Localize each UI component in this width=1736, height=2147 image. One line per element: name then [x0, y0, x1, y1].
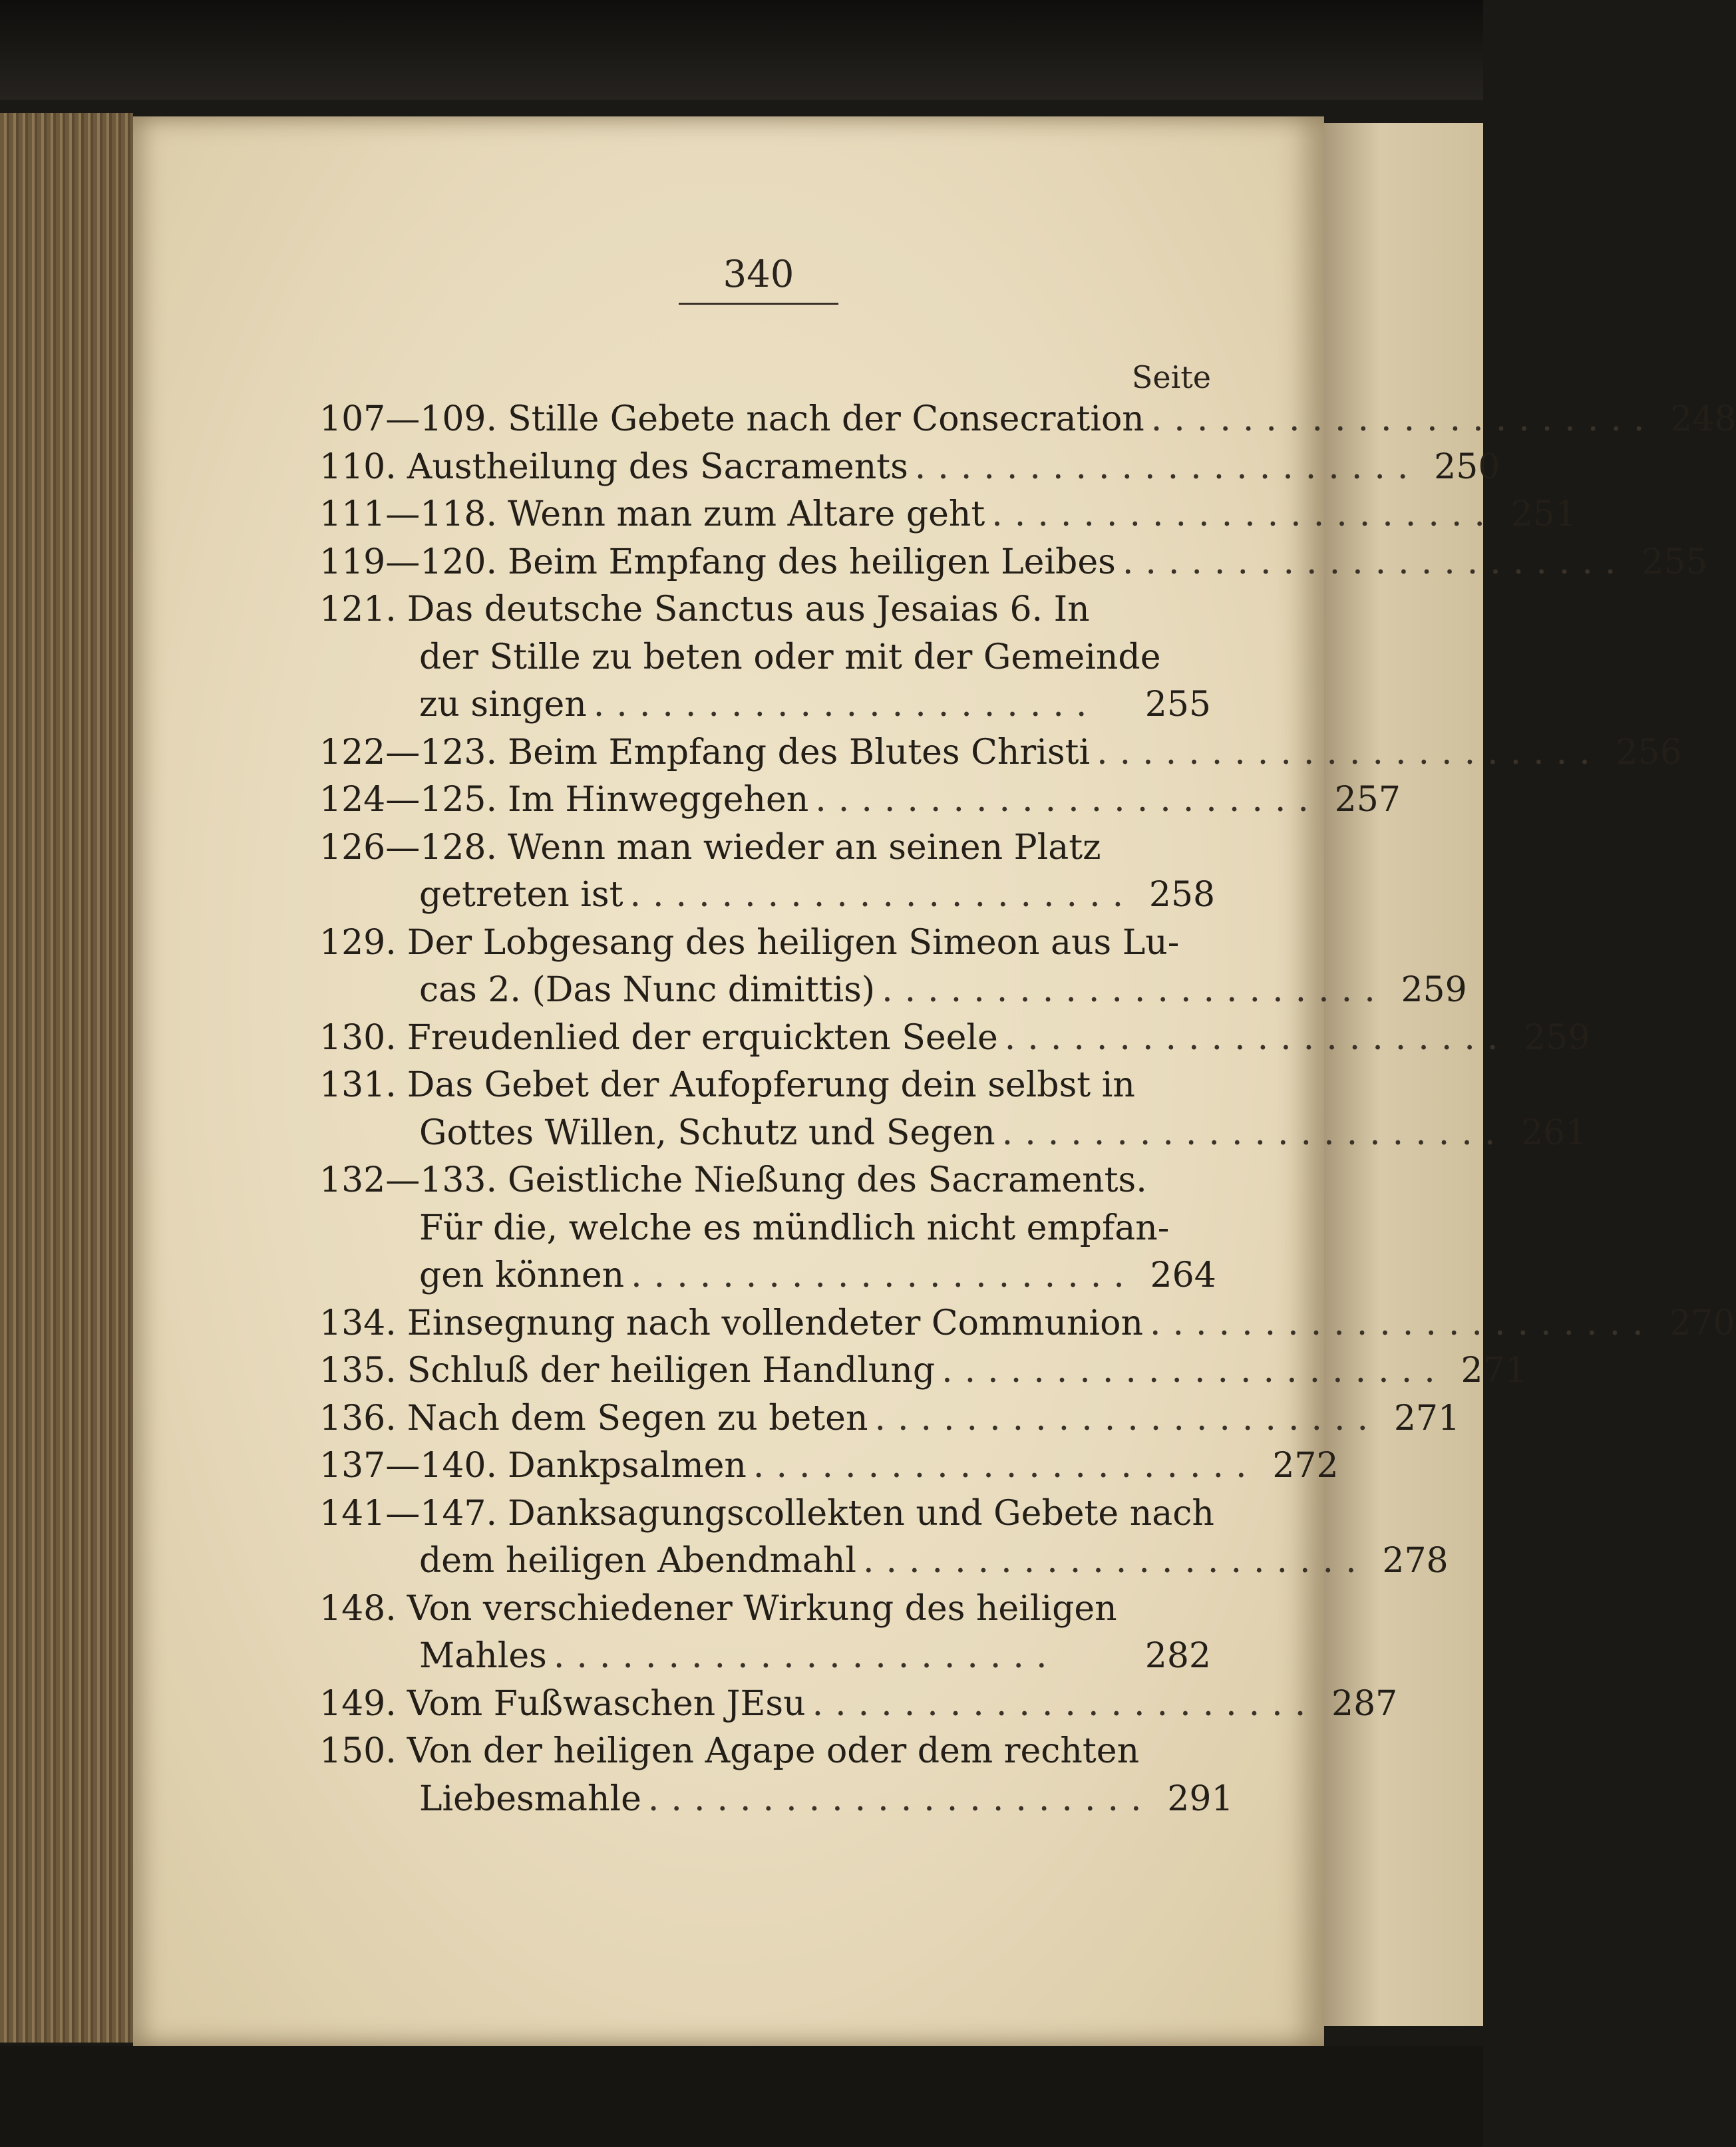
entry-title: Der Lobgesang des heiligen Simeon aus Lu-: [407, 922, 1180, 963]
toc-entry-line: [319, 589, 1211, 637]
toc-entry: [319, 542, 1708, 590]
entry-title: getreten ist: [419, 875, 623, 915]
dot-leader: ......................: [593, 685, 1099, 725]
entry-number: 132—133.: [319, 1160, 498, 1200]
dot-leader: ......................: [1004, 1017, 1510, 1058]
entry-number: 134.: [319, 1303, 397, 1343]
entry-page: 264: [1150, 1255, 1216, 1295]
entry-page: 291: [1167, 1778, 1234, 1819]
toc-entry: [319, 827, 1216, 923]
dot-leader: ......................: [647, 1778, 1154, 1819]
toc-entry-line: [319, 1636, 1211, 1684]
entry-number: 150.: [319, 1731, 397, 1771]
entry-page: 257: [1334, 780, 1401, 820]
toc-entry-line: [319, 1351, 1527, 1399]
page-edges: [0, 113, 133, 2043]
entry-title: Austheilung des Sacraments: [407, 446, 908, 487]
entry-number: 126—128.: [319, 827, 498, 868]
entry-number: 135.: [319, 1351, 397, 1391]
entry-page: 271: [1393, 1398, 1461, 1438]
entry-number: 110.: [319, 446, 397, 487]
entry-title: Im Hinweggehen: [508, 780, 809, 820]
entry-title: Wenn man zum Altare geht: [508, 494, 985, 534]
entry-title: der Stille zu beten oder mit der Gemeinde: [419, 637, 1161, 677]
entry-page: 271: [1461, 1351, 1527, 1391]
entry-title: Freudenlied der erquickten Seele: [407, 1017, 998, 1058]
dot-leader: ......................: [882, 970, 1387, 1010]
entry-number: 121.: [319, 589, 397, 629]
dot-leader: ......................: [874, 1398, 1381, 1438]
toc-entry-line: [319, 875, 1216, 923]
entry-page: 248: [1670, 399, 1736, 439]
dot-leader: ......................: [815, 780, 1321, 820]
toc-entry: [319, 1065, 1588, 1160]
entry-title: Geistliche Nießung des Sacraments.: [508, 1160, 1147, 1200]
entry-page: 287: [1331, 1683, 1398, 1724]
entry-number: 122—123.: [319, 732, 498, 772]
toc-entry-line: [319, 1398, 1461, 1446]
entry-number: 124—125.: [319, 780, 498, 820]
entry-number: 130.: [319, 1017, 397, 1058]
toc-entry: [319, 1589, 1211, 1684]
toc-entry-line: [319, 1541, 1449, 1589]
entry-page: 255: [1642, 542, 1708, 582]
dot-leader: ......................: [631, 1255, 1136, 1295]
entry-page: 259: [1524, 1017, 1590, 1058]
toc-entry: [319, 1398, 1461, 1446]
toc-entry-line: [319, 1160, 1211, 1208]
toc-entry-line: [319, 494, 1577, 542]
entry-title: Wenn man wieder an seinen Platz: [508, 827, 1101, 868]
dot-leader: ......................: [942, 1351, 1447, 1391]
entry-title: Das Gebet der Aufopferung dein selbst in: [407, 1065, 1135, 1105]
toc-entry-line: [319, 970, 1467, 1018]
entry-page: 282: [1144, 1636, 1211, 1676]
toc-entry: [319, 1493, 1449, 1589]
toc-entry-line: [319, 637, 1211, 685]
entry-number: 119—120.: [319, 542, 498, 582]
toc-entry-line: [319, 1017, 1590, 1066]
entry-number: 107—109.: [319, 399, 498, 439]
toc-entry-line: [319, 732, 1682, 780]
toc-entry-line: [319, 685, 1211, 733]
entry-page: 258: [1148, 875, 1216, 915]
entry-page: 251: [1510, 494, 1577, 534]
entry-title: Liebesmahle: [419, 1778, 641, 1819]
entry-number: 148.: [319, 1588, 397, 1629]
entry-page: 255: [1144, 685, 1211, 725]
toc-entry-line: [319, 1065, 1211, 1113]
toc-entry: [319, 1683, 1398, 1732]
entry-page: 270: [1669, 1303, 1735, 1343]
table-of-contents: [319, 399, 1736, 1826]
toc-entry: [319, 1731, 1234, 1826]
toc-entry: [319, 922, 1467, 1018]
entry-page: 256: [1616, 732, 1682, 772]
entry-title: gen können: [419, 1255, 625, 1295]
toc-entry: [319, 1303, 1735, 1351]
dot-leader: ......................: [914, 446, 1421, 487]
toc-entry-line: [319, 923, 1211, 971]
toc-entry-line: [319, 1208, 1211, 1256]
entry-number: 129.: [319, 922, 397, 963]
dot-leader: ......................: [862, 1541, 1369, 1581]
toc-entry: [319, 494, 1577, 542]
toc-entry-line: [319, 1683, 1398, 1732]
entry-title: dem heiligen Abendmahl: [419, 1541, 856, 1581]
toc-entry-line: [319, 828, 1211, 876]
toc-entry-line: [319, 399, 1736, 447]
toc-entry-line: [319, 1255, 1216, 1303]
entry-number: 136.: [319, 1398, 397, 1438]
entry-number: 131.: [319, 1065, 397, 1105]
entry-title: Dankpsalmen: [508, 1446, 747, 1486]
dot-leader: ......................: [812, 1683, 1318, 1724]
dot-leader: ......................: [1001, 1112, 1508, 1153]
dot-leader: ......................: [553, 1636, 1059, 1676]
dot-leader: ......................: [991, 494, 1497, 534]
dot-leader: ......................: [1149, 1303, 1655, 1343]
column-header-seite: Seite: [1131, 359, 1211, 395]
toc-entry: [319, 1160, 1216, 1303]
toc-entry: [319, 446, 1500, 495]
entry-title: Von verschiedener Wirkung des heiligen: [407, 1588, 1117, 1629]
toc-entry: [319, 1351, 1527, 1399]
toc-entry-line: [319, 1731, 1211, 1779]
entry-page: 278: [1382, 1541, 1449, 1581]
dot-leader: ......................: [1097, 732, 1602, 772]
toc-entry: [319, 780, 1401, 828]
entry-title: Gottes Willen, Schutz und Segen: [419, 1112, 995, 1153]
entry-title: Mahles: [419, 1636, 547, 1676]
entry-title: Einsegnung nach vollendeter Communion: [407, 1303, 1143, 1343]
entry-page: 259: [1401, 970, 1467, 1010]
toc-entry-line: [319, 1446, 1339, 1494]
entry-number: 149.: [319, 1683, 397, 1724]
scan-background-bottom: [0, 2046, 1483, 2147]
entry-title: Danksagungscollekten und Gebete nach: [508, 1493, 1214, 1534]
entry-title: Schluß der heiligen Handlung: [407, 1351, 936, 1391]
entry-number: 141—147.: [319, 1493, 498, 1534]
toc-entry-line: [319, 1778, 1234, 1827]
entry-page: 272: [1272, 1446, 1339, 1486]
dot-leader: ......................: [753, 1446, 1259, 1486]
entry-title: Von der heiligen Agape oder dem rechten: [407, 1731, 1140, 1771]
toc-entry-line: [319, 1303, 1735, 1351]
entry-title: Vom Fußwaschen JEsu: [407, 1683, 806, 1724]
toc-entry: [319, 589, 1211, 733]
toc-entry-line: [319, 1493, 1214, 1542]
toc-entry: [319, 1017, 1590, 1066]
dot-leader: ......................: [629, 875, 1136, 915]
toc-entry-line: [319, 1589, 1211, 1637]
entry-title: Stille Gebete nach der Consecration: [508, 399, 1144, 439]
scan-background-top: [0, 0, 1483, 100]
entry-title: Für die, welche es mündlich nicht empfan-: [419, 1208, 1170, 1248]
dot-leader: ......................: [1122, 542, 1628, 582]
toc-entry-line: [319, 446, 1500, 495]
entry-title: cas 2. (Das Nunc dimittis): [419, 970, 876, 1010]
toc-entry-line: [319, 1112, 1588, 1161]
entry-number: 111—118.: [319, 494, 498, 534]
toc-entry: [319, 399, 1736, 447]
toc-entry: [319, 1446, 1339, 1494]
entry-page: 261: [1521, 1112, 1588, 1153]
entry-title: Beim Empfang des Blutes Christi: [508, 732, 1091, 772]
toc-entry-line: [319, 542, 1708, 590]
entry-title: Das deutsche Sanctus aus Jesaias 6. In: [407, 589, 1090, 629]
page-number: 340: [723, 253, 794, 296]
toc-entry-line: [319, 780, 1401, 828]
dot-leader: ......................: [1150, 399, 1657, 439]
page-number-rule: [679, 303, 838, 305]
entry-title: zu singen: [419, 685, 587, 725]
entry-title: Nach dem Segen zu beten: [407, 1398, 868, 1438]
entry-number: 137—140.: [319, 1446, 498, 1486]
toc-entry: [319, 732, 1682, 780]
entry-title: Beim Empfang des heiligen Leibes: [508, 542, 1116, 582]
entry-page: 250: [1434, 446, 1500, 487]
